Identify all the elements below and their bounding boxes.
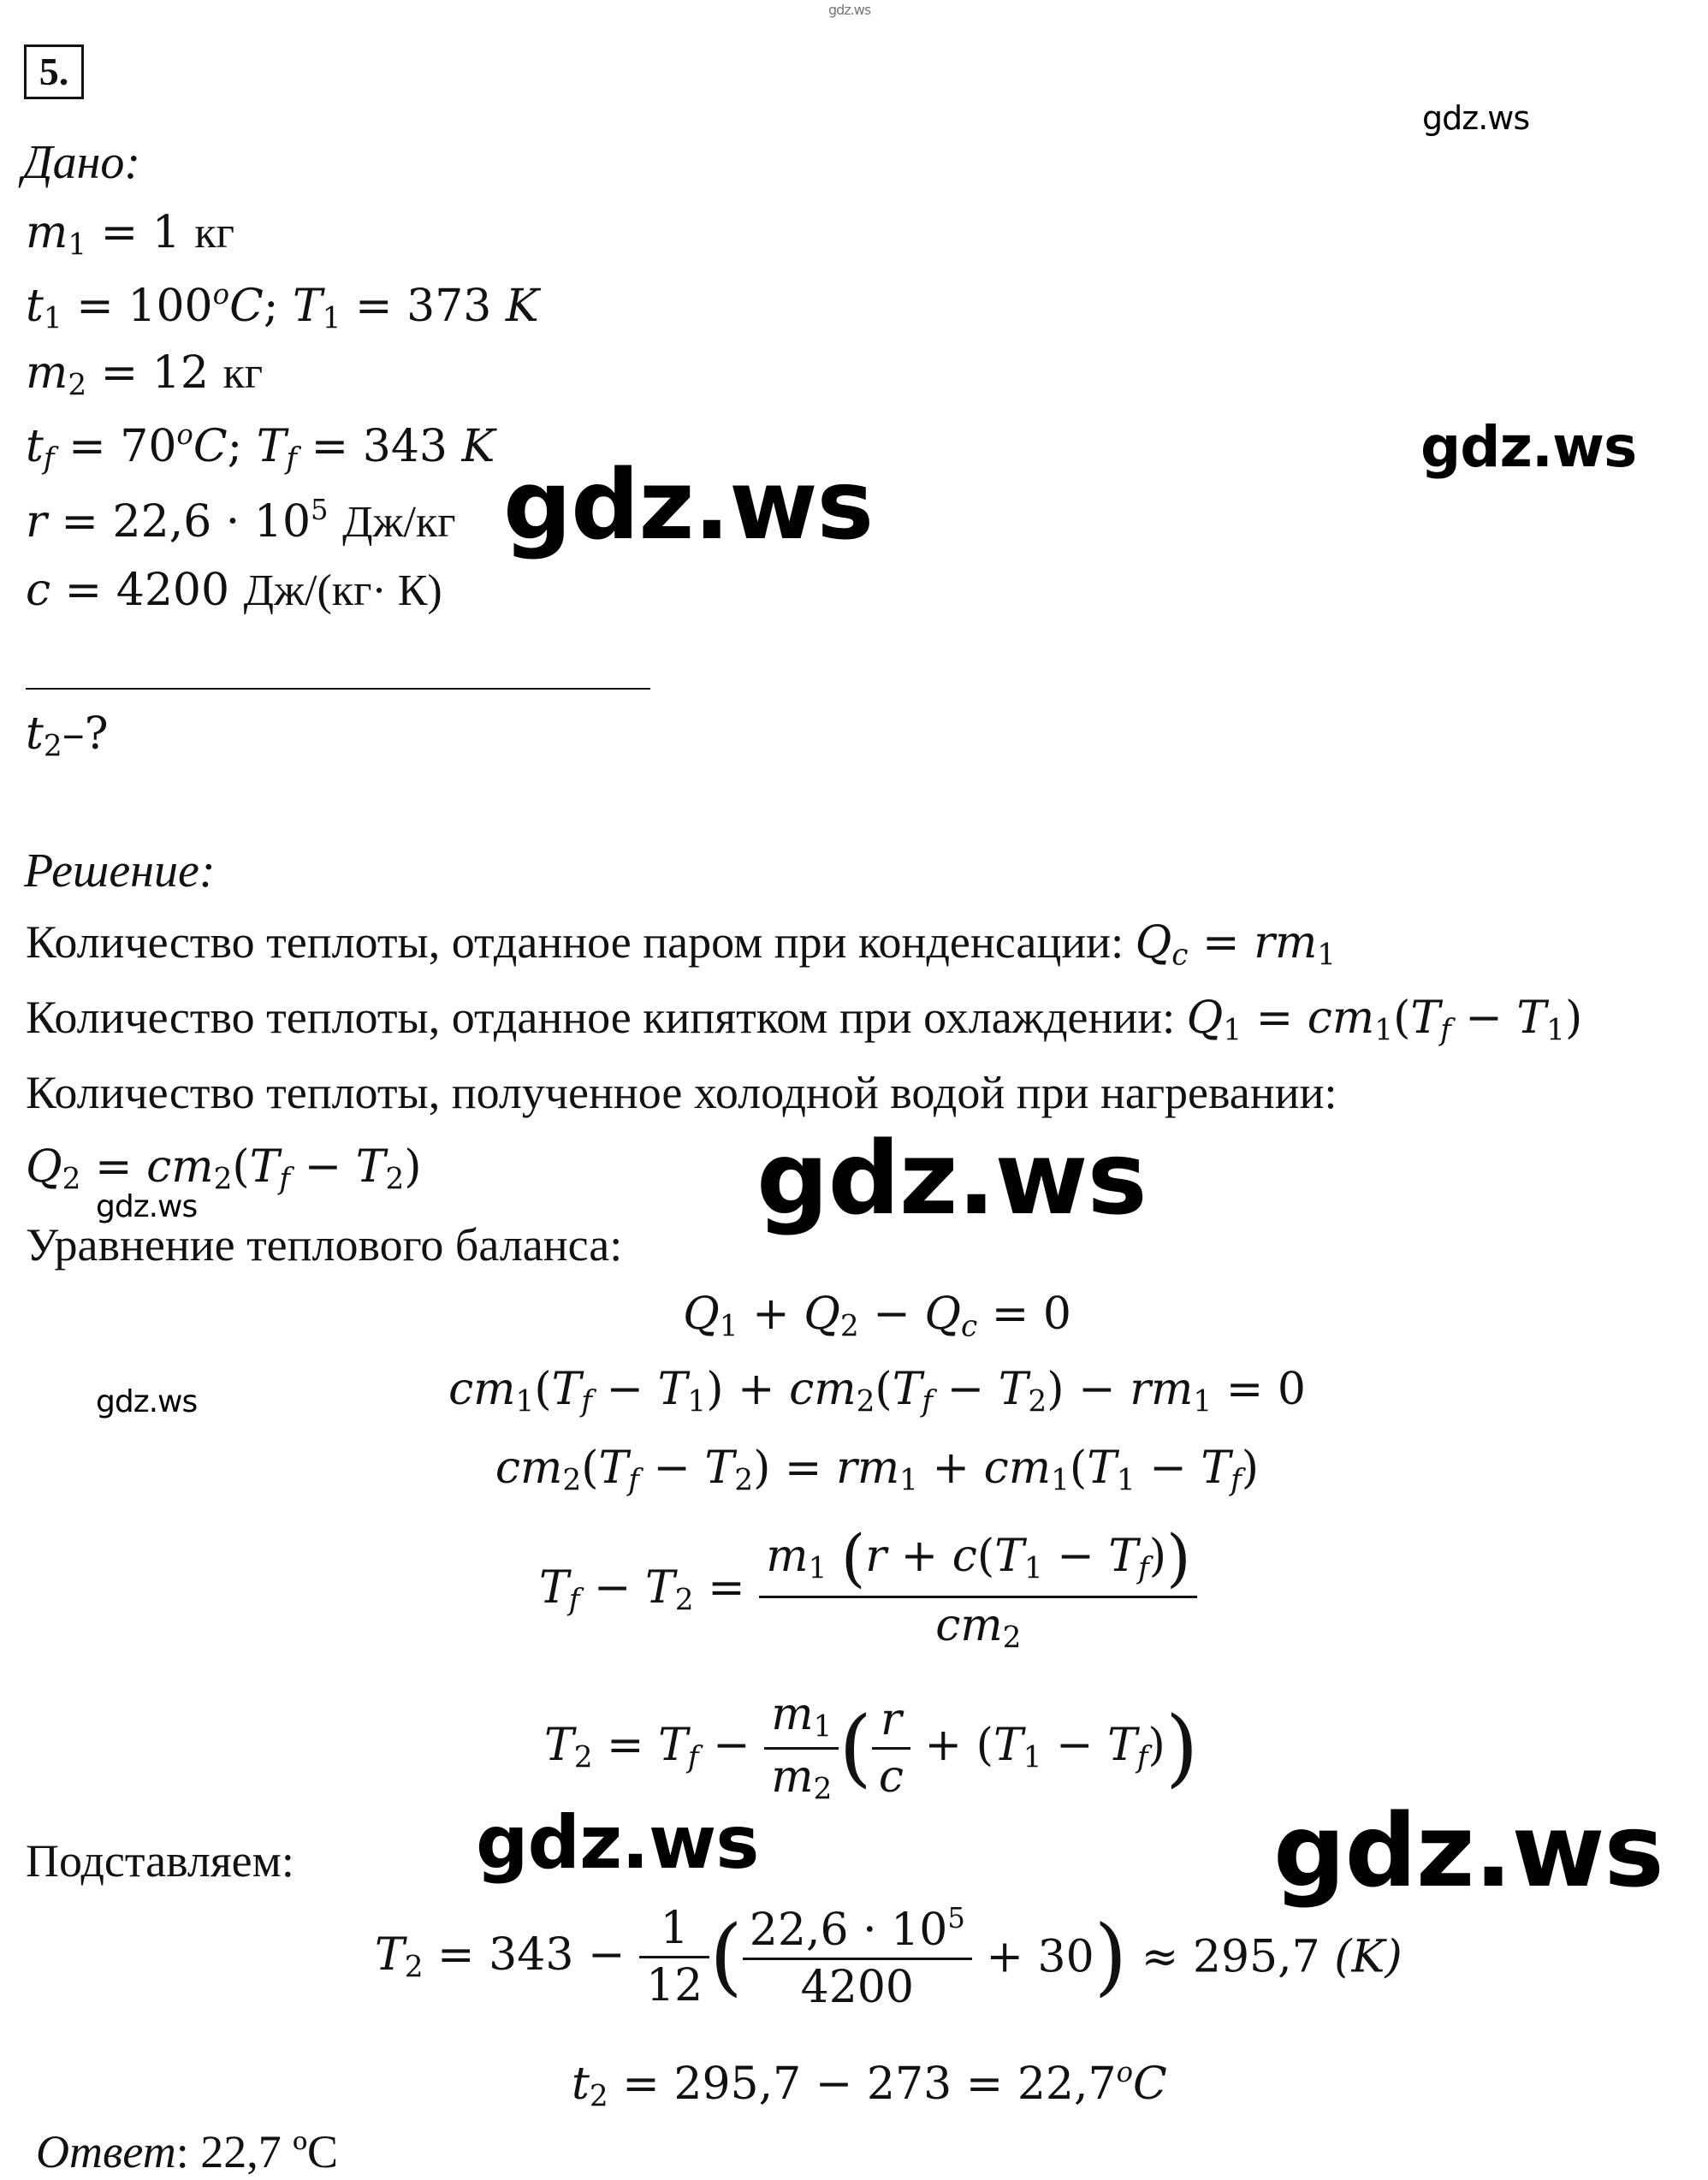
sub-T2-result: 295,7 (1192, 1931, 1320, 1983)
given-t1: $t_1 = 100^oC$; $T_1 = 373$ K (26, 278, 539, 336)
given-label-text: Дано (22, 136, 125, 189)
watermark-header: gdz.ws (828, 2, 871, 18)
watermark-2: gdz.ws (1420, 414, 1637, 480)
explanation-line2-text: Количество теплоты, отданное кипятком при охлаждении: (26, 992, 1176, 1043)
given-r: $r = 22,6 \cdot 10^5$ Дж/кг (26, 494, 456, 548)
solution-label: Решение: (24, 844, 216, 897)
val-m1: 1 (151, 207, 181, 258)
explanation-line1 (26, 916, 1337, 973)
eq-t2-celsius: $t_2 = 295,7 - 273 = 22,7^oC$ (572, 2056, 1167, 2114)
given-divider (26, 688, 650, 690)
sub-m1: 1 (639, 1906, 709, 1958)
find-line: $t_2-$? (26, 708, 109, 764)
sub-unit-k: (K) (1334, 1931, 1403, 1983)
given-m1: $m_1 = 1$ кг (26, 207, 235, 263)
formula-q2: $Q_2 = cm_2(T_f - T_2)$ (26, 1141, 422, 1197)
explanation-line1-text: Количество теплоты, отданное паром при конденсации: (26, 916, 1124, 968)
t2-result: 22,7 (1017, 2058, 1117, 2110)
given-c: c = 4200 Дж/(кг· К) (26, 565, 442, 616)
sub-r-power: 5 (947, 1902, 965, 1934)
t2-T2: 295,7 (673, 2058, 802, 2110)
watermark-5: gdz.ws (96, 1189, 198, 1224)
val-Tf: 343 (362, 420, 448, 472)
eq-substitution: $T_2 = 343$ − $\frac{1}{12}$ ( $\frac{22,6 \cdot 10^5}{4200}$ + 30) ≈ 295,7 (K) (375, 1902, 1403, 2013)
unit-kg: кг (194, 209, 235, 258)
val-T1: 373 (406, 280, 492, 332)
unit-kg2: кг (222, 349, 264, 398)
explanation-line4 (26, 1219, 623, 1271)
val-t1: 100 (128, 280, 213, 332)
t2-unit-c: C (1133, 2058, 1167, 2110)
eq-fraction-2: $T_2 = T_f$ − $\frac{m_1}{m_2}$ ( $\frac{r}{c}$ + $(T_1 - T_f)$) (544, 1689, 1199, 1807)
watermark-4: gdz.ws (756, 1119, 1147, 1237)
given-m2: $m_2 = 12$ кг (26, 347, 264, 403)
eq-balance-2: $cm_1(T_f - T_1) + cm_2(T_f - T_2) - rm_1 = 0$ (448, 1364, 1306, 1419)
explanation-line3-text: Количество теплоты, полученное холодной водой при нагревании: (26, 1067, 1337, 1118)
val-tf: 70 (120, 420, 177, 472)
unit-jkg: Дж/кг (342, 497, 456, 547)
given-tf: $t_f = 70^oC$; $T_f = 343$ K (26, 418, 495, 477)
formula-qc: $Q_c = rm_1$ (1135, 917, 1337, 973)
answer: Ответ: 22,7 ºC (36, 2126, 338, 2177)
explanation-line2 (26, 994, 1582, 1046)
answer-label: Ответ (36, 2126, 176, 2177)
watermark-8: gdz.ws (1273, 1792, 1664, 1910)
unit-jkgk: Дж/(кг· К) (243, 566, 442, 615)
eq-fraction-1: $T_f - T_2$ = $\frac{m_1 (r + c(T_1 - T_f))}{cm_2}$ (539, 1528, 1197, 1653)
t2-offset: 273 (866, 2058, 952, 2110)
val-r-power: 5 (311, 494, 329, 526)
unit-c2: C (193, 420, 228, 472)
sub-Tf: 343 (489, 1928, 574, 1981)
watermark-6: gdz.ws (96, 1384, 198, 1419)
solution-label-text: Решение (24, 844, 199, 897)
given-label: Дано: (22, 136, 141, 189)
problem-number: 5. (24, 44, 84, 99)
watermark-1: gdz.ws (1422, 99, 1530, 137)
sub-c: 4200 (800, 1961, 914, 2013)
val-c: 4200 (116, 565, 230, 616)
sub-m2: 12 (646, 1960, 703, 2011)
sub-r: 22,6 (749, 1904, 849, 1956)
answer-value: 22,7 ºC (200, 2126, 338, 2177)
watermark-7: gdz.ws (476, 1800, 759, 1886)
explanation-line4-text: Уравнение теплового баланса: (26, 1219, 623, 1271)
eq-balance-1: $Q_1 + Q_2 - Q_c = 0$ (683, 1288, 1071, 1344)
unit-k2: K (461, 420, 495, 472)
eq-balance-3: $cm_2(T_f - T_2) = rm_1 + cm_1(T_1 - T_f)$ (495, 1442, 1260, 1498)
val-r: 22,6 (112, 495, 212, 548)
formula-q1: $Q_1 = cm_1(T_f - T_1)$ (1186, 992, 1583, 1048)
unit-c1: C (229, 280, 264, 332)
unit-k1: K (505, 280, 539, 332)
val-m2: 12 (151, 347, 209, 399)
watermark-3: gdz.ws (503, 450, 874, 561)
explanation-line3 (26, 1069, 1337, 1116)
sub-diff: 30 (1037, 1931, 1094, 1983)
substitute-label: Подставляем: (26, 1835, 294, 1887)
